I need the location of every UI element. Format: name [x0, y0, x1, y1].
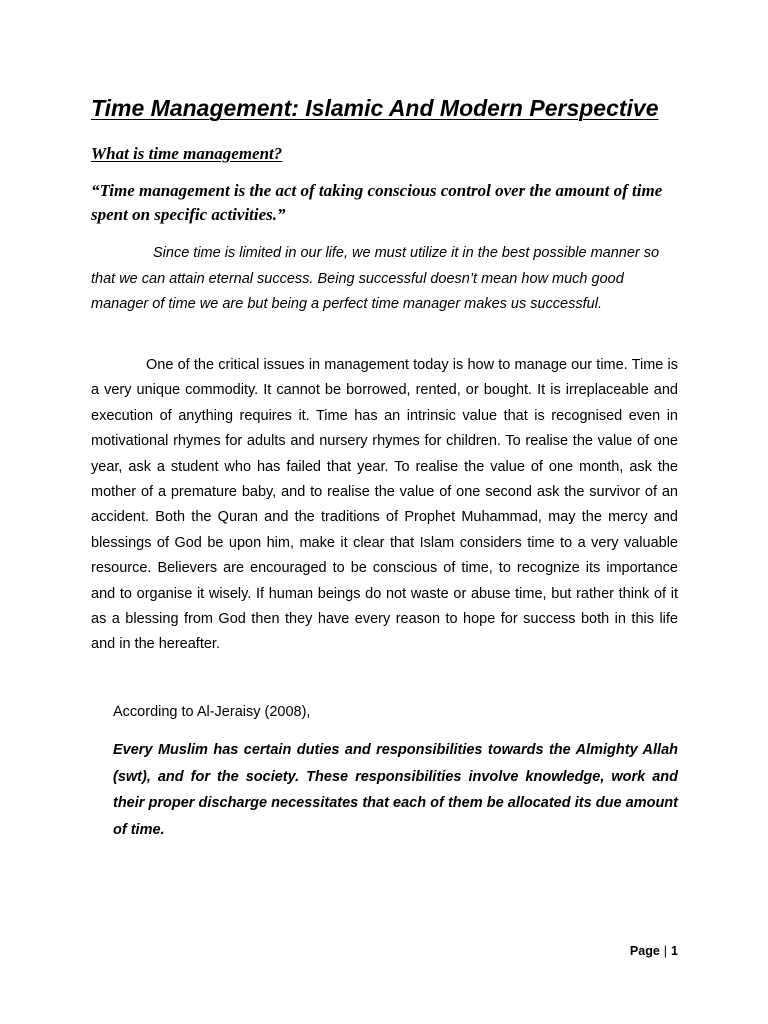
document-title: Time Management: Islamic And Modern Perspective — [91, 95, 659, 121]
block-quote: Every Muslim has certain duties and responsibilities towards the Almighty Allah (swt), and for the society. These responsibilities involve knowledge, work and their proper discharge necessitates that each of them be allocated its due amount of time. — [113, 742, 678, 838]
page-separator: | — [663, 944, 668, 958]
page-number: 1 — [671, 944, 678, 958]
section-heading: What is time management? — [91, 144, 283, 163]
intro-paragraph: Since time is limited in our life, we must utilize it in the best possible manner so that we can attain eternal success. Being successful doesn’t mean how much good manager of time we are but being a perfect time manager makes us successful. — [91, 245, 660, 312]
citation-intro: According to Al-Jeraisy (2008), — [113, 704, 311, 720]
definition-quote: “Time management is the act of taking conscious control over the amount of time spent on specific activities.” — [91, 181, 663, 224]
page-footer — [630, 941, 678, 961]
body-paragraph: One of the critical issues in management today is how to manage our time. Time is a very unique commodity. It cannot be borrowed, rented, or bought. It is irreplaceable and execution of anything requires it. Time has an intrinsic value that is recognised even in motivational rhymes for adults and nursery rhymes for children. To realise the value of one year, ask a student who has failed that year. To realise the value of one month, ask the mother of a premature baby, and to realise the value of one second ask the survivor of an accident. Both the Quran and the traditions of Prophet Muhammad, may the mercy and blessings of God be upon him, make it clear that Islam considers time to a very valuable resource. Believers are encouraged to be conscious of time, to recognize its importance and to organise it wisely. If human beings do not waste or abuse time, but rather think of it as a blessing from God then they have every reason to hope for success both in this life and in the hereafter. — [91, 357, 678, 653]
page-label: Page — [629, 944, 660, 958]
